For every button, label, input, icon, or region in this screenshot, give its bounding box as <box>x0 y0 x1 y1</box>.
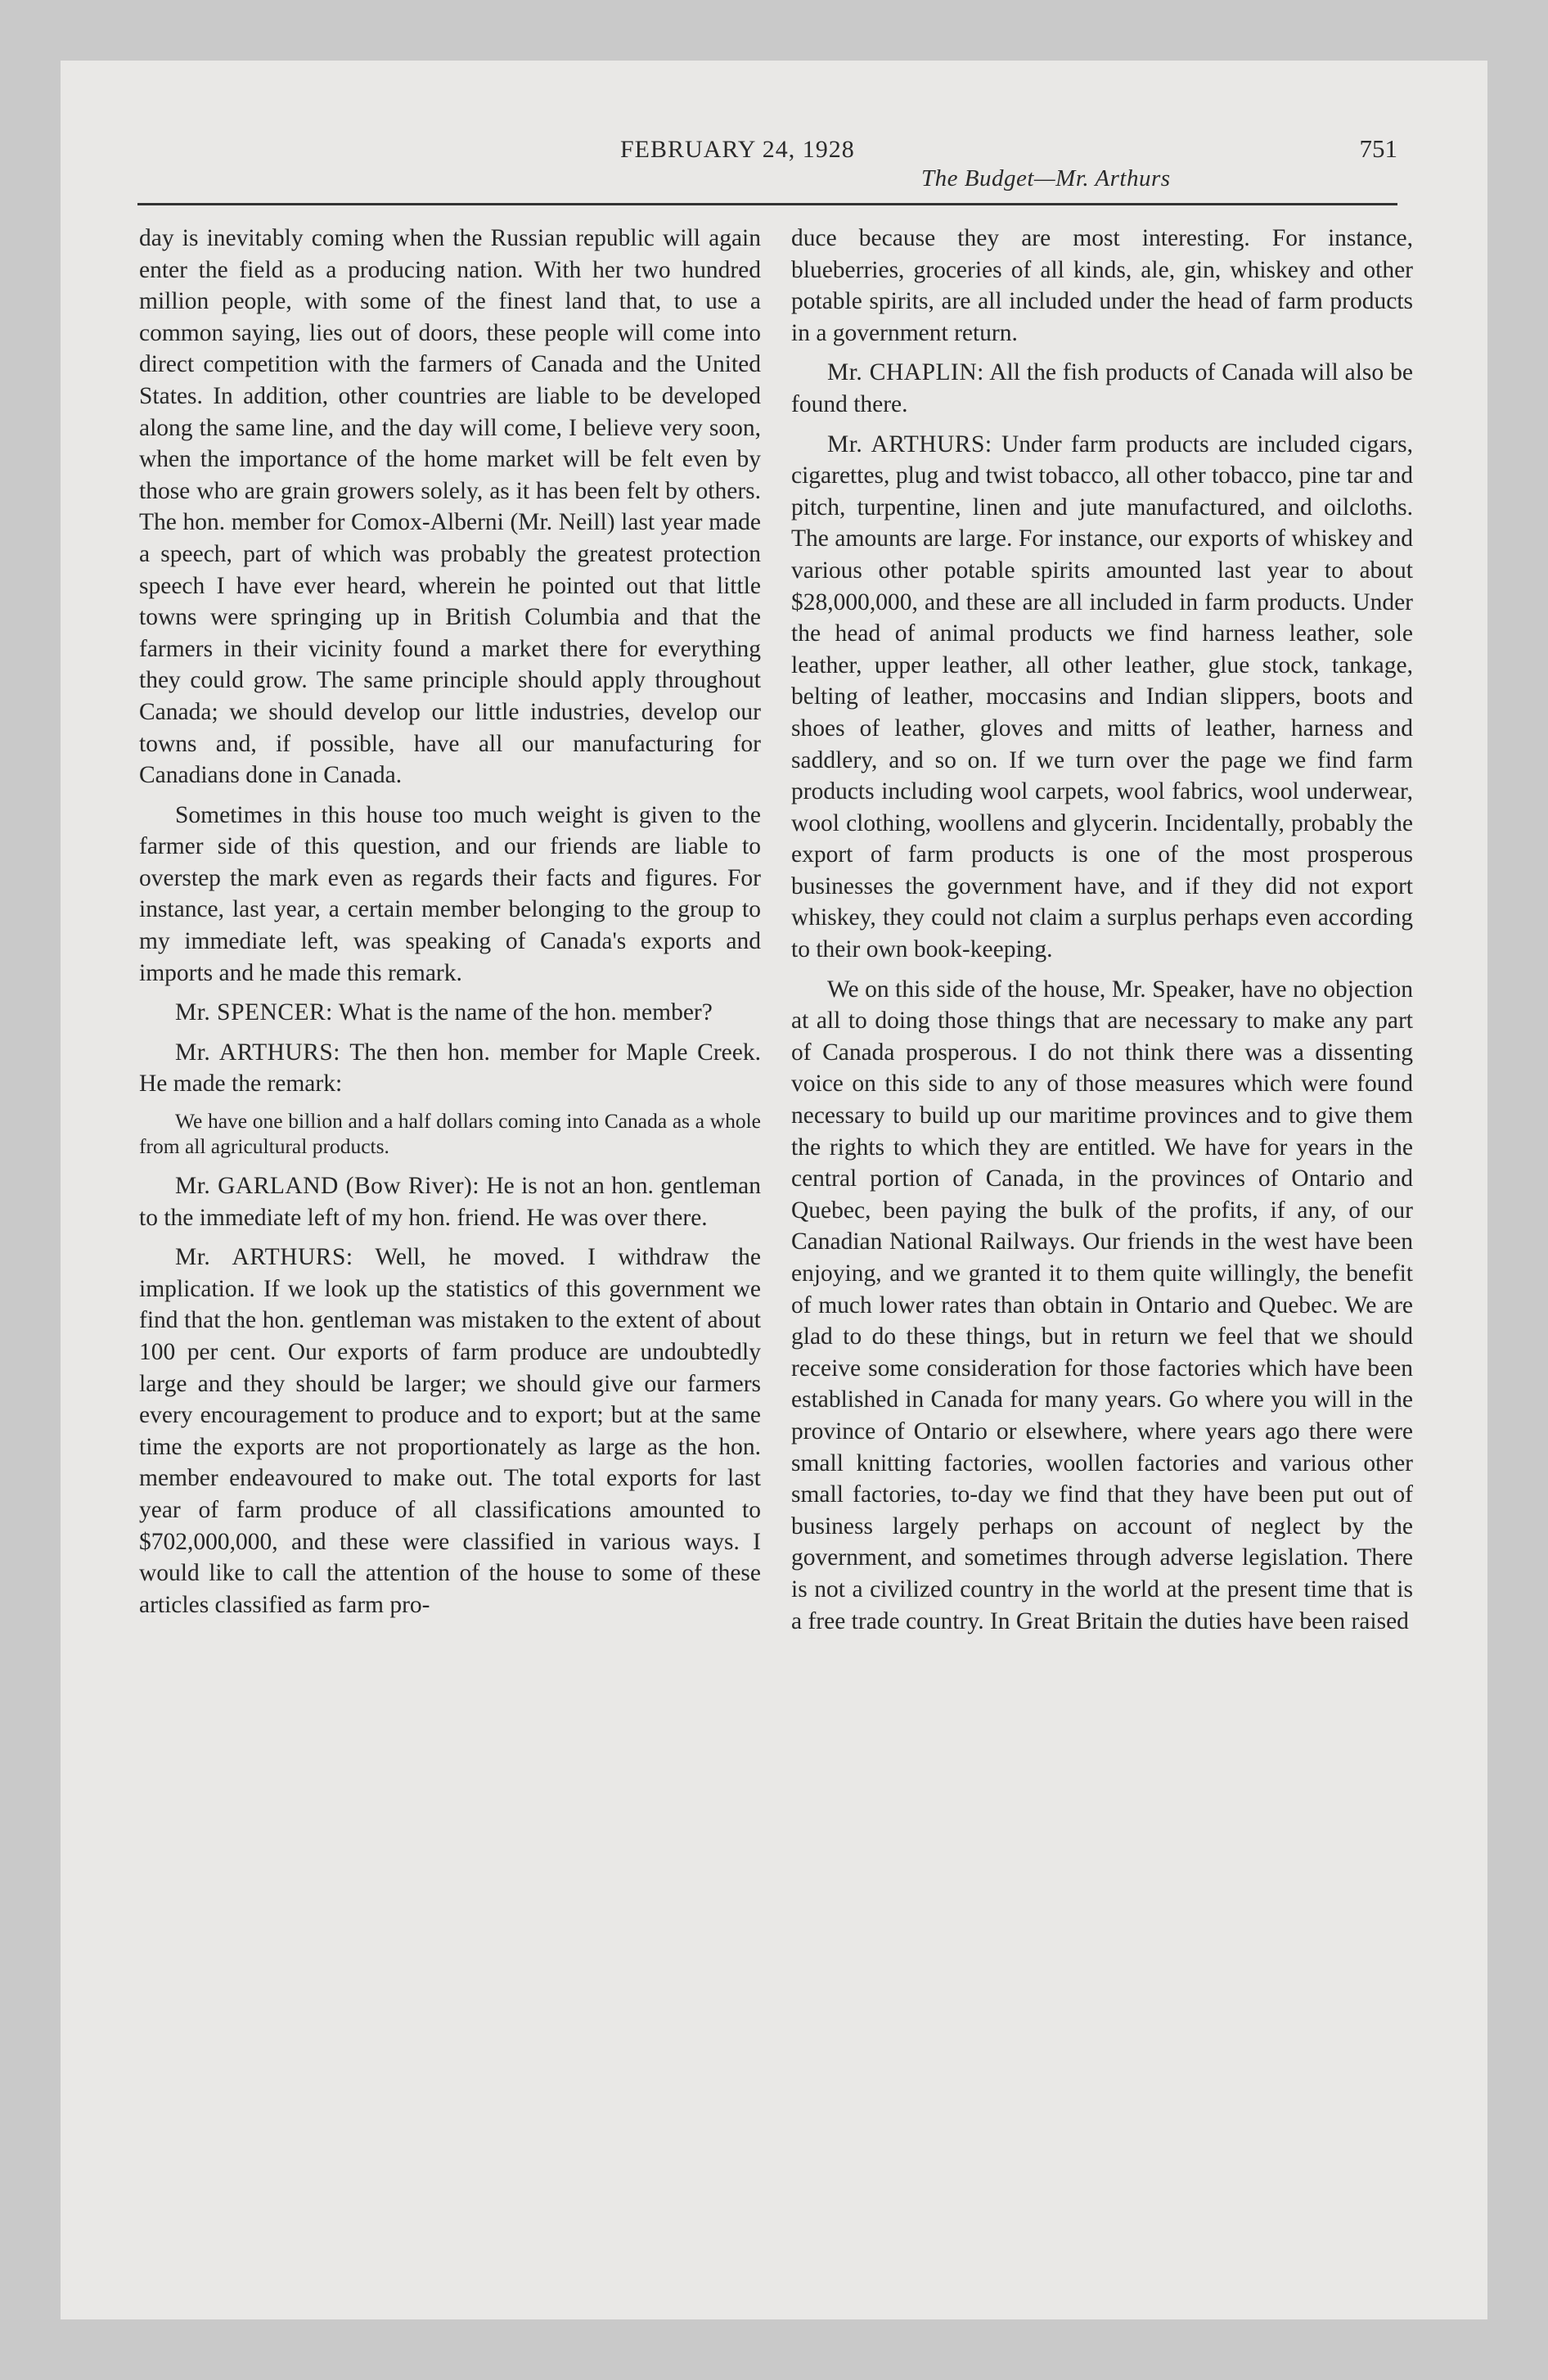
page-header <box>137 131 1397 213</box>
speaker-name: Mr. ARTHURS: <box>827 430 992 458</box>
paragraph <box>791 357 1413 420</box>
paragraph-text: We on this side of the house, Mr. Speaker, have no objection at all to doing those things that are necessary to make any part of Canada prosperous. I do not think there was a dissenting voice on this side to any of those measures which were found necessary to build up our maritime provinces and to give them the rights to which they are entitled. We have for years in the central portion of Canada, in the provinces of Ontario and Quebec, been paying the bulk of the profits, if any, of our Canadian National Railways. Our friends in the west have been enjoying, and we granted it to them quite willingly, the benefit of much lower rates than obtain in Ontario and Quebec. We are glad to do these things, but in return we feel that we should receive some consideration for those factories which have been established in Canada for many years. Go where you will in the province of Ontario or elsewhere, where years ago there were small knitting factories, woollen factories and various other small factories, to-day we find that they have been put out of business largely perhaps on account of neglect by the government, and sometimes through adverse legislation. There is not a civilized country in the world at the present time that is a free trade country. In Great Britain the duties have been raised <box>791 976 1413 1634</box>
paragraph <box>139 223 761 791</box>
page-number: 751 <box>1359 134 1397 163</box>
paragraph <box>791 429 1413 966</box>
paragraph-text: All the fish products of Canada will also be found there. <box>791 359 1413 417</box>
paragraph-text: What is the name of the hon. member? <box>338 999 713 1026</box>
paragraph-text: Under farm products are included cigars, cigarettes, plug and twist tobacco, all other tobacco, pine tar and pitch, turpentine, linen and jute manufactured, and oilcloths. The amounts are large. For instance, our exports of whiskey and various other potable spirits amounted last year to about $28,000,000, and these are all included in farm products. Under the head of animal products we find harness leather, sole leather, upper leather, all other leather, glue stock, tankage, belting of leather, moccasins and Indian slippers, boots and shoes of leather, gloves and mitts of leather, harness and saddlery, and so on. If we turn over the page we find farm products including wool carpets, wool fabrics, wool underwear, wool clothing, woollens and glycerin. Incidentally, probably the export of farm products is one of the most prosperous businesses the government have, and if they did not export whiskey, they could not claim a surplus perhaps even according to their own book-keeping. <box>791 430 1413 963</box>
paragraph <box>139 1170 761 1233</box>
paragraph-text: duce because they are most interesting. For instance, blueberries, groceries of all kinds, ale, gin, whiskey and other potable spirits, are all included under the head of farm products in a government return. <box>791 225 1413 346</box>
paragraph <box>139 1242 761 1620</box>
header-rule <box>137 203 1397 205</box>
quote-text: We have one billion and a half dollars coming into Canada as a whole from all agricultural products. <box>139 1109 761 1159</box>
speaker-name: Mr. ARTHURS: <box>175 1244 353 1271</box>
block-quote <box>139 1108 761 1159</box>
paragraph-text: Sometimes in this house too much weight is given to the farmer side of this question, and our friends are liable to overstep the mark even as regards their facts and figures. For instance, last year, a certain member belonging to the group to my immediate left, was speaking of Canada's exports and imports and he made this remark. <box>139 801 761 986</box>
speaker-name: Mr. CHAPLIN: <box>827 359 984 386</box>
speaker-name: Mr. GARLAND (Bow River): <box>175 1173 480 1200</box>
paragraph-text: The then hon. member for Maple Creek. He made the remark: <box>139 1039 761 1098</box>
speaker-name: Mr. ARTHURS: <box>175 1039 341 1066</box>
right-column <box>791 223 1413 1645</box>
running-title: The Budget—Mr. Arthurs <box>921 165 1171 192</box>
header-date: FEBRUARY 24, 1928 <box>620 136 855 163</box>
speaker-name: Mr. SPENCER: <box>175 999 333 1026</box>
paragraph <box>139 800 761 989</box>
paragraph-text: Well, he moved. I withdraw the implication. If we look up the statistics of this government we find that the hon. gentleman was mistaken to the extent of about 100 per cent. Our exports of farm produce are undoubtedly large and they should be larger; we should give our farmers every encouragement to produce and to export; but at the same time the exports are not proportionately as large as the hon. member endeavoured to make out. The total exports for last year of farm produce of all classifications amounted to $702,000,000, and these were classified in various ways. I would like to call the attention of the house to some of these articles classified as farm pro- <box>139 1244 762 1618</box>
paragraph-text: day is inevitably coming when the Russian republic will again enter the field as a producing nation. With her two hundred million people, with some of the finest land that, to use a common saying, lies out of doors, these people will come into direct competition with the farmers of Canada and the United States. In addition, other countries are liable to be developed along the same line, and the day will come, I believe very soon, when the importance of the home market will be felt even by those who are grain growers solely, as it has been felt by others. The hon. member for Comox-Alberni (Mr. Neill) last year made a speech, part of which was probably the greatest protection speech I have ever heard, wherein he pointed out that little towns were springing up in British Columbia and that the farmers in their vicinity found a market there for everything they could grow. The same principle should apply throughout Canada; we should develop our little industries, develop our towns and, if possible, have all our manufacturing for Canadians done in Canada. <box>139 225 761 789</box>
paragraph-text: He is not an hon. gentleman to the immediate left of my hon. friend. He was over there. <box>139 1173 762 1231</box>
paragraph <box>791 974 1413 1637</box>
left-column <box>139 223 761 1629</box>
paragraph <box>139 1037 761 1100</box>
paragraph <box>139 997 761 1029</box>
paragraph <box>791 223 1413 349</box>
